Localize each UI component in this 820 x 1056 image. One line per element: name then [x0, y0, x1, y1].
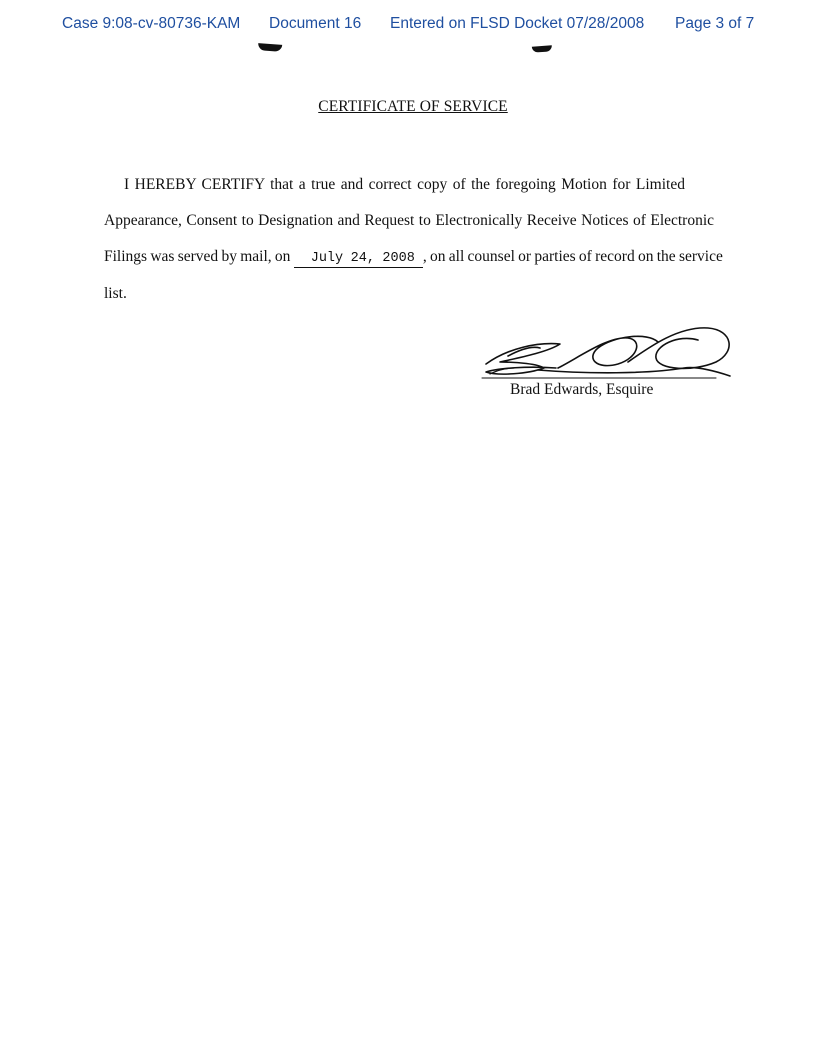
body-line: list. — [104, 285, 127, 302]
body-line: I HEREBY CERTIFY that a true and correct copy of the foregoing Motion for Limited — [124, 176, 685, 193]
ecf-docket-header — [62, 15, 780, 39]
body-line: Appearance, Consent to Designation and Request to Electronically Receive Notices of Electronic — [104, 212, 715, 229]
body-text-fragment: Filings was served by mail, on — [104, 248, 291, 265]
document-title: CERTIFICATE OF SERVICE — [318, 98, 508, 115]
body-line — [104, 239, 724, 276]
service-date: July 24, 2008 — [294, 251, 423, 268]
page-indicator: Page 3 of 7 — [675, 15, 755, 32]
document-number: Document 16 — [269, 15, 362, 32]
scan-artifact — [532, 45, 552, 52]
body-text-fragment: , on all counsel or parties of record on the service — [422, 248, 723, 265]
signature-image — [478, 318, 734, 386]
scan-artifact — [258, 43, 282, 52]
signer-name: Brad Edwards, Esquire — [510, 381, 654, 398]
entered-date: Entered on FLSD Docket 07/28/2008 — [390, 15, 645, 32]
case-number: Case 9:08-cv-80736-KAM — [62, 15, 241, 32]
